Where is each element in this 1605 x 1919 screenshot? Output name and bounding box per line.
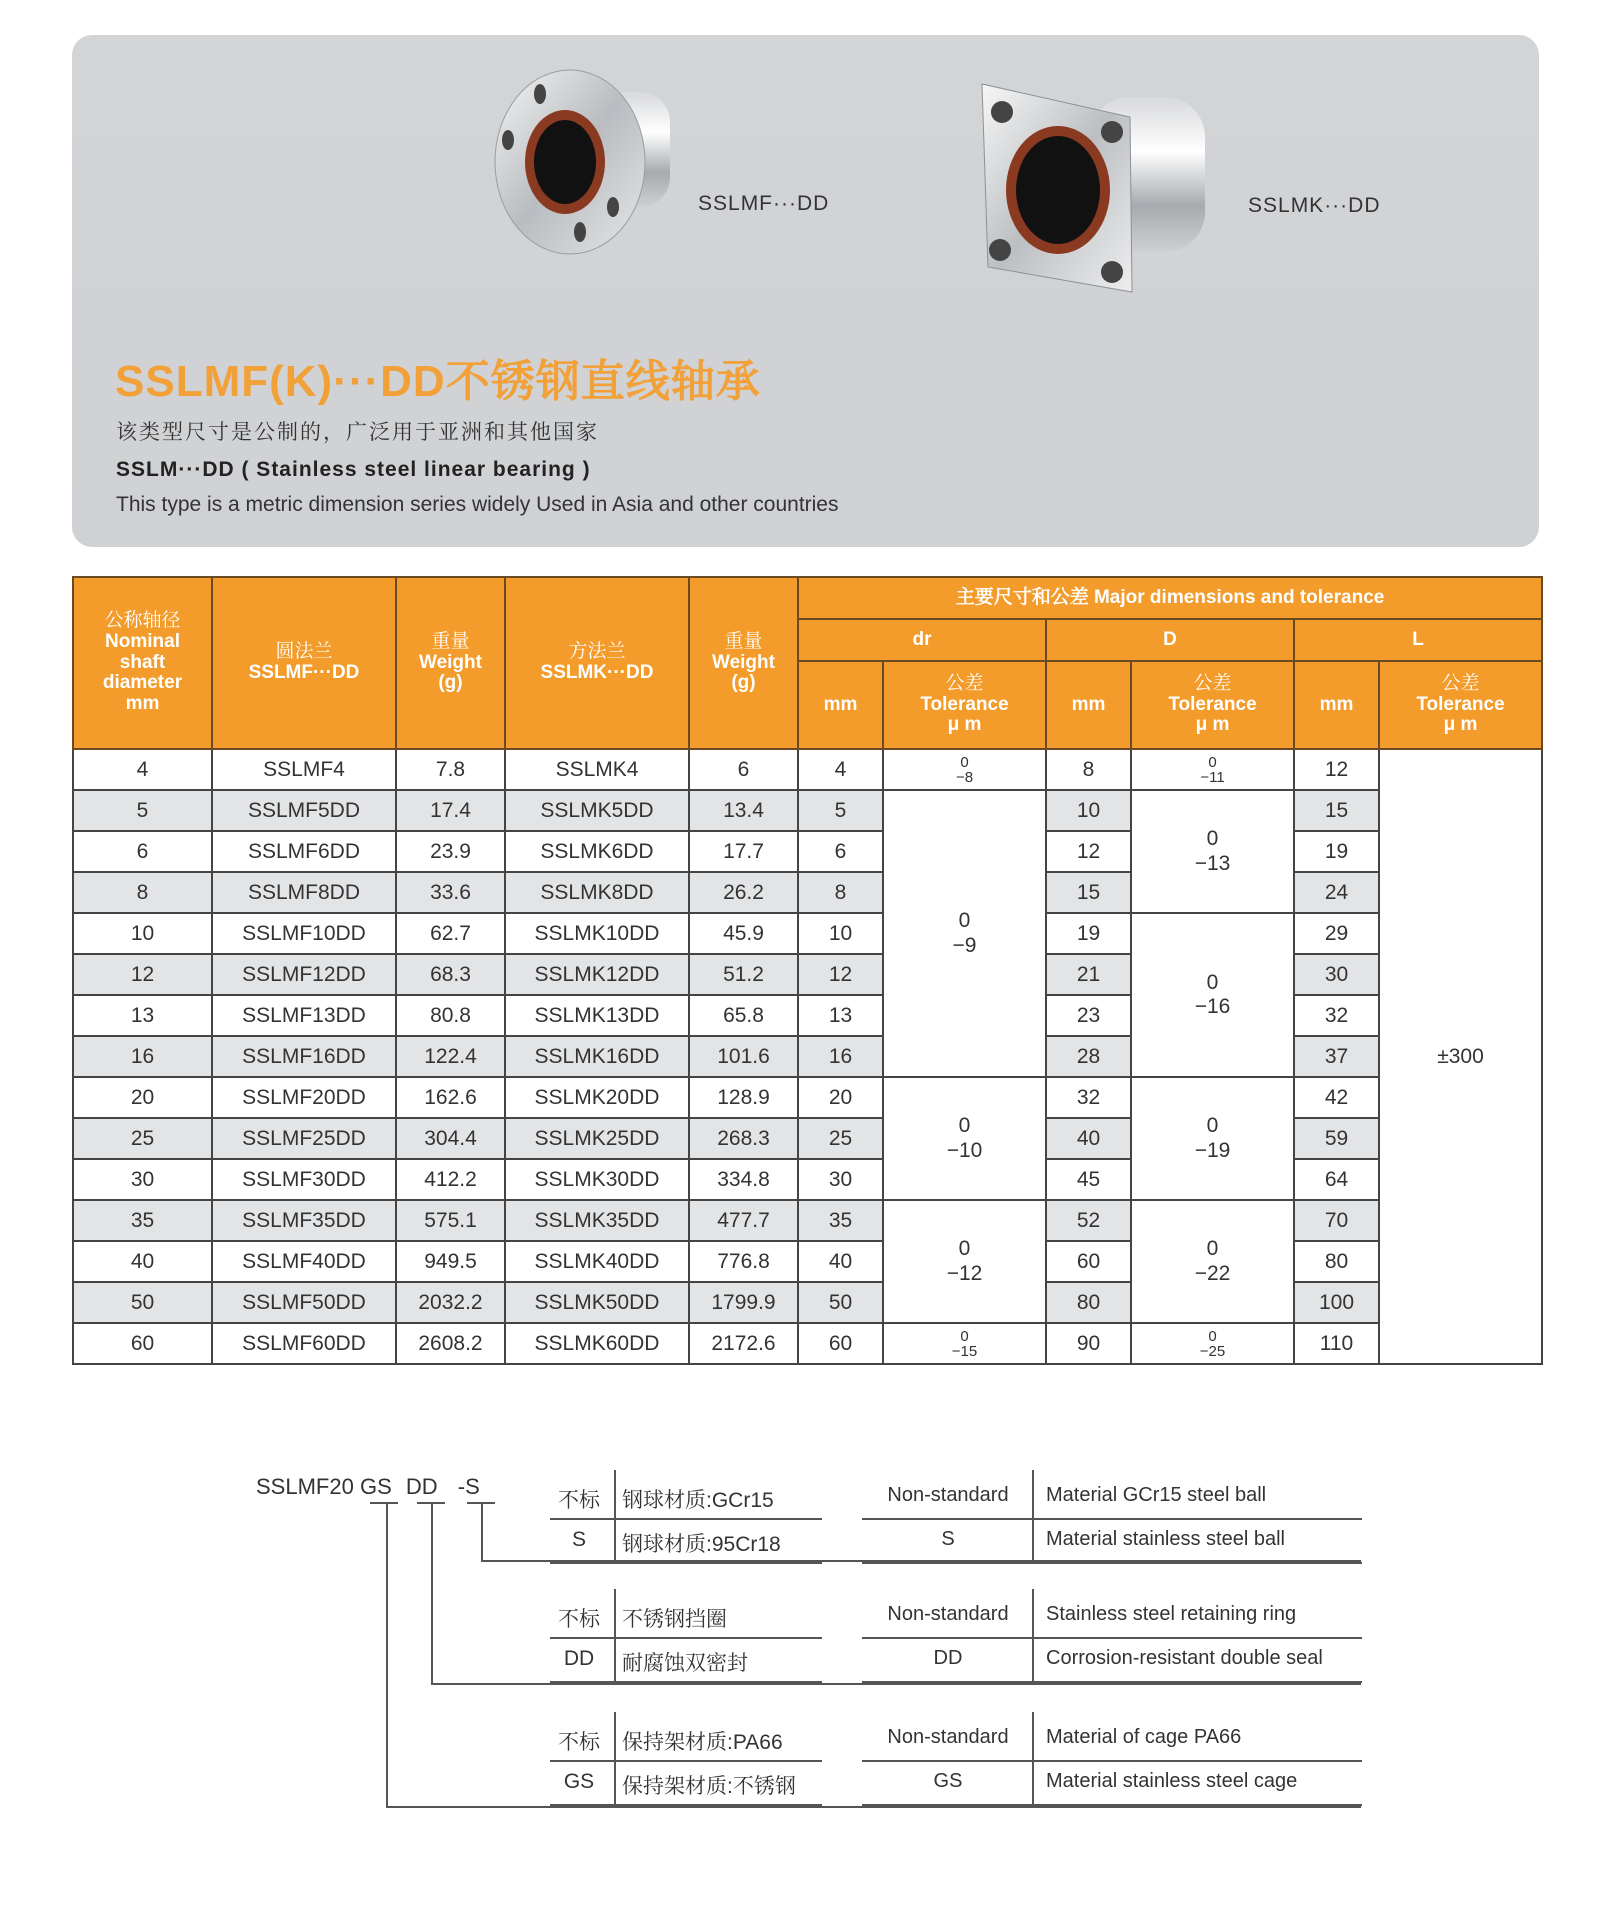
cell-D-mm: 52 (1046, 1200, 1131, 1241)
row-divider (862, 1518, 1362, 1520)
cell-round-weight: 23.9 (396, 831, 505, 872)
cell-round-model: SSLMF40DD (212, 1241, 396, 1282)
cell-dr-mm: 40 (798, 1241, 883, 1282)
cell-nominal-diameter: 35 (73, 1200, 212, 1241)
cell-L-mm: 59 (1294, 1118, 1379, 1159)
header-round-flange: 圆法兰 SSLMF···DD (212, 577, 396, 749)
code-cell: 不标 (558, 1731, 600, 1754)
cell-nominal-diameter: 12 (73, 954, 212, 995)
code-cell-en: S (941, 1528, 955, 1550)
code-cell-en: Non-standard (887, 1603, 1009, 1625)
code-cell: DD (563, 1647, 595, 1670)
header-D-mm: mm (1046, 661, 1131, 749)
cell-dr-mm: 25 (798, 1118, 883, 1159)
cell-round-weight: 949.5 (396, 1241, 505, 1282)
cell-round-model: SSLMF25DD (212, 1118, 396, 1159)
description-cn: 耐腐蚀双密封 (622, 1652, 748, 1675)
cell-square-model: SSLMK4 (505, 749, 689, 790)
table-row (73, 1241, 1542, 1282)
table-row (73, 1036, 1542, 1077)
header-D-tolerance: 公差 Tolerance μ m (1131, 661, 1294, 749)
cell-dr-mm: 50 (798, 1282, 883, 1323)
divider (1032, 1470, 1034, 1562)
cell-L-mm: 80 (1294, 1241, 1379, 1282)
subtitle-description: This type is a metric dimension series widely Used in Asia and other countries (116, 493, 839, 516)
header-dr-mm: mm (798, 661, 883, 749)
cell-square-weight: 6 (689, 749, 798, 790)
cell-dr-mm: 35 (798, 1200, 883, 1241)
table-row (73, 831, 1542, 872)
description-cn: 不锈钢挡圈 (622, 1608, 727, 1631)
cell-nominal-diameter: 30 (73, 1159, 212, 1200)
cell-round-model: SSLMF6DD (212, 831, 396, 872)
cell-D-mm: 19 (1046, 913, 1131, 954)
table-row (73, 1282, 1542, 1323)
code-cell-en: Non-standard (887, 1484, 1009, 1506)
cell-D-mm: 40 (1046, 1118, 1131, 1159)
cell-nominal-diameter: 40 (73, 1241, 212, 1282)
row-divider (862, 1760, 1362, 1762)
cell-L-mm: 70 (1294, 1200, 1379, 1241)
cell-square-model: SSLMK35DD (505, 1200, 689, 1241)
cell-D-mm: 80 (1046, 1282, 1131, 1323)
description-cn: 钢球材质:95Cr18 (622, 1533, 781, 1556)
code-cell: S (571, 1528, 586, 1551)
cell-square-weight: 128.9 (689, 1077, 798, 1118)
cell-square-model: SSLMK8DD (505, 872, 689, 913)
cell-L-mm: 64 (1294, 1159, 1379, 1200)
cell-L-mm: 37 (1294, 1036, 1379, 1077)
cell-L-mm: 12 (1294, 749, 1379, 790)
cell-square-weight: 26.2 (689, 872, 798, 913)
header-dr: dr (798, 619, 1046, 661)
header-L: L (1294, 619, 1542, 661)
cell-square-weight: 17.7 (689, 831, 798, 872)
cell-square-model: SSLMK6DD (505, 831, 689, 872)
cell-round-model: SSLMF16DD (212, 1036, 396, 1077)
cell-round-model: SSLMF4 (212, 749, 396, 790)
cell-dr-tolerance: 0 −8 (883, 749, 1046, 790)
cell-L-mm: 19 (1294, 831, 1379, 872)
cell-square-model: SSLMK30DD (505, 1159, 689, 1200)
cell-round-model: SSLMF50DD (212, 1282, 396, 1323)
cell-D-mm: 45 (1046, 1159, 1131, 1200)
cell-round-weight: 122.4 (396, 1036, 505, 1077)
row-divider (550, 1804, 822, 1806)
cell-D-tolerance: 0 −22 (1131, 1200, 1294, 1323)
cell-dr-mm: 16 (798, 1036, 883, 1077)
table-row (73, 872, 1542, 913)
table-row (73, 790, 1542, 831)
cell-D-mm: 12 (1046, 831, 1131, 872)
cell-round-weight: 62.7 (396, 913, 505, 954)
row-divider (862, 1637, 1362, 1639)
table-row (73, 995, 1542, 1036)
cell-round-model: SSLMF30DD (212, 1159, 396, 1200)
description-en: Material stainless steel cage (1046, 1770, 1298, 1792)
row-divider (550, 1518, 822, 1520)
cell-round-weight: 2608.2 (396, 1323, 505, 1364)
code-part-s: -S (457, 1474, 480, 1499)
cell-D-tolerance: 0 −16 (1131, 913, 1294, 1077)
cell-nominal-diameter: 20 (73, 1077, 212, 1118)
cell-round-weight: 33.6 (396, 872, 505, 913)
cell-round-model: SSLMF10DD (212, 913, 396, 954)
code-part-gs: GS (359, 1474, 392, 1499)
row-divider (550, 1681, 822, 1683)
description-cn: 保持架材质:不锈钢 (622, 1775, 796, 1798)
cell-D-mm: 23 (1046, 995, 1131, 1036)
page-title: SSLMF(K)···DD不锈钢直线轴承 (115, 357, 761, 406)
table-row (73, 1159, 1542, 1200)
cell-D-mm: 15 (1046, 872, 1131, 913)
cell-round-model: SSLMF35DD (212, 1200, 396, 1241)
cell-square-weight: 334.8 (689, 1159, 798, 1200)
cell-square-model: SSLMK5DD (505, 790, 689, 831)
cell-square-weight: 45.9 (689, 913, 798, 954)
table-row (73, 1200, 1542, 1241)
table-row (73, 954, 1542, 995)
cell-square-model: SSLMK16DD (505, 1036, 689, 1077)
cell-round-weight: 7.8 (396, 749, 505, 790)
row-divider (550, 1562, 822, 1564)
row-divider (550, 1760, 822, 1762)
cell-D-mm: 8 (1046, 749, 1131, 790)
spec-table-body (73, 749, 1542, 1364)
cell-dr-mm: 6 (798, 831, 883, 872)
cell-round-weight: 68.3 (396, 954, 505, 995)
cell-D-mm: 10 (1046, 790, 1131, 831)
cell-nominal-diameter: 10 (73, 913, 212, 954)
spec-table (72, 576, 1543, 1365)
description-cn: 钢球材质:GCr15 (622, 1489, 774, 1512)
cell-round-model: SSLMF8DD (212, 872, 396, 913)
cell-square-weight: 477.7 (689, 1200, 798, 1241)
cell-square-model: SSLMK13DD (505, 995, 689, 1036)
header-square-flange: 方法兰 SSLMK···DD (505, 577, 689, 749)
header-major-dimensions: 主要尺寸和公差 Major dimensions and tolerance (798, 577, 1542, 619)
code-example: SSLMF20 GS DD -S (256, 1474, 480, 1499)
subtitle-product: SSLM···DD ( Stainless steel linear bearing ) (116, 458, 591, 481)
cell-round-model: SSLMF12DD (212, 954, 396, 995)
divider (614, 1470, 616, 1562)
cell-nominal-diameter: 60 (73, 1323, 212, 1364)
cell-square-model: SSLMK25DD (505, 1118, 689, 1159)
cell-nominal-diameter: 5 (73, 790, 212, 831)
cell-D-mm: 60 (1046, 1241, 1131, 1282)
cell-dr-mm: 60 (798, 1323, 883, 1364)
cell-nominal-diameter: 16 (73, 1036, 212, 1077)
cell-D-mm: 90 (1046, 1323, 1131, 1364)
cell-L-mm: 42 (1294, 1077, 1379, 1118)
cell-L-mm: 110 (1294, 1323, 1379, 1364)
table-row (73, 749, 1542, 790)
code-cell-en: GS (933, 1770, 963, 1792)
divider (1032, 1712, 1034, 1804)
cell-square-weight: 65.8 (689, 995, 798, 1036)
cell-square-model: SSLMK40DD (505, 1241, 689, 1282)
cell-L-mm: 24 (1294, 872, 1379, 913)
cell-dr-mm: 4 (798, 749, 883, 790)
cell-D-tolerance: 0 −13 (1131, 790, 1294, 913)
cell-round-model: SSLMF60DD (212, 1323, 396, 1364)
cell-D-mm: 32 (1046, 1077, 1131, 1118)
description-en: Corrosion-resistant double seal (1046, 1647, 1323, 1669)
cell-L-mm: 30 (1294, 954, 1379, 995)
divider (1032, 1589, 1034, 1681)
round-flange-bearing-image (480, 62, 700, 262)
header-D: D (1046, 619, 1294, 661)
cell-square-model: SSLMK50DD (505, 1282, 689, 1323)
cell-nominal-diameter: 8 (73, 872, 212, 913)
cell-square-model: SSLMK20DD (505, 1077, 689, 1118)
cell-square-weight: 268.3 (689, 1118, 798, 1159)
cell-nominal-diameter: 25 (73, 1118, 212, 1159)
cell-dr-mm: 13 (798, 995, 883, 1036)
cell-L-mm: 100 (1294, 1282, 1379, 1323)
code-cell: 不标 (558, 1489, 600, 1512)
cell-dr-tolerance: 0 −12 (883, 1200, 1046, 1323)
cell-nominal-diameter: 50 (73, 1282, 212, 1323)
cell-square-model: SSLMK12DD (505, 954, 689, 995)
row-divider (862, 1562, 1362, 1564)
row-divider (862, 1804, 1362, 1806)
header-weight-square: 重量 Weight (g) (689, 577, 798, 749)
cell-dr-mm: 10 (798, 913, 883, 954)
description-en: Material of cage PA66 (1046, 1726, 1242, 1748)
description-en: Stainless steel retaining ring (1046, 1603, 1297, 1625)
cell-round-weight: 80.8 (396, 995, 505, 1036)
cell-round-model: SSLMF13DD (212, 995, 396, 1036)
cell-L-mm: 32 (1294, 995, 1379, 1036)
header-L-tolerance: 公差 Tolerance μ m (1379, 661, 1542, 749)
divider (614, 1712, 616, 1804)
cell-round-weight: 304.4 (396, 1118, 505, 1159)
cell-nominal-diameter: 4 (73, 749, 212, 790)
cell-round-weight: 412.2 (396, 1159, 505, 1200)
cell-nominal-diameter: 13 (73, 995, 212, 1036)
cell-D-tolerance: 0 −11 (1131, 749, 1294, 790)
subtitle-chinese: 该类型尺寸是公制的，广泛用于亚洲和其他国家 (116, 421, 599, 444)
cell-round-weight: 17.4 (396, 790, 505, 831)
code-cell-en: DD (933, 1647, 963, 1669)
cell-square-weight: 2172.6 (689, 1323, 798, 1364)
code-cell: 不标 (558, 1608, 600, 1631)
square-flange-bearing-image (970, 72, 1220, 297)
cell-dr-mm: 5 (798, 790, 883, 831)
cell-dr-tolerance: 0 −15 (883, 1323, 1046, 1364)
cell-round-model: SSLMF5DD (212, 790, 396, 831)
header-L-mm: mm (1294, 661, 1379, 749)
cell-square-model: SSLMK60DD (505, 1323, 689, 1364)
code-part-dd: DD (405, 1474, 438, 1499)
square-flange-label: SSLMK···DD (1248, 194, 1381, 217)
cell-nominal-diameter: 6 (73, 831, 212, 872)
cell-dr-mm: 20 (798, 1077, 883, 1118)
cell-L-tolerance: ±300 (1379, 749, 1542, 1364)
row-divider (550, 1637, 822, 1639)
divider (614, 1589, 616, 1681)
cell-D-tolerance: 0 −19 (1131, 1077, 1294, 1200)
cell-square-model: SSLMK10DD (505, 913, 689, 954)
description-en: Material GCr15 steel ball (1046, 1484, 1267, 1506)
cell-D-mm: 28 (1046, 1036, 1131, 1077)
table-row (73, 1118, 1542, 1159)
cell-square-weight: 101.6 (689, 1036, 798, 1077)
cell-D-tolerance: 0 −25 (1131, 1323, 1294, 1364)
table-row (73, 1077, 1542, 1118)
cell-dr-tolerance: 0 −10 (883, 1077, 1046, 1200)
cell-round-weight: 575.1 (396, 1200, 505, 1241)
header-dr-tolerance: 公差 Tolerance μ m (883, 661, 1046, 749)
cell-round-model: SSLMF20DD (212, 1077, 396, 1118)
cell-round-weight: 2032.2 (396, 1282, 505, 1323)
code-cell-en: Non-standard (887, 1726, 1009, 1748)
cell-dr-mm: 8 (798, 872, 883, 913)
header-weight-round: 重量 Weight (g) (396, 577, 505, 749)
round-flange-label: SSLMF···DD (698, 192, 830, 215)
code-cell: GS (563, 1770, 595, 1793)
cell-square-weight: 51.2 (689, 954, 798, 995)
table-row (73, 913, 1542, 954)
description-en: Material stainless steel ball (1046, 1528, 1285, 1550)
cell-square-weight: 13.4 (689, 790, 798, 831)
cell-L-mm: 29 (1294, 913, 1379, 954)
cell-D-mm: 21 (1046, 954, 1131, 995)
cell-round-weight: 162.6 (396, 1077, 505, 1118)
cell-dr-mm: 30 (798, 1159, 883, 1200)
cell-dr-tolerance: 0 −9 (883, 790, 1046, 1077)
cell-square-weight: 776.8 (689, 1241, 798, 1282)
table-row (73, 1323, 1542, 1364)
cell-square-weight: 1799.9 (689, 1282, 798, 1323)
row-divider (862, 1681, 1362, 1683)
cell-L-mm: 15 (1294, 790, 1379, 831)
description-cn: 保持架材质:PA66 (622, 1731, 783, 1754)
header-nominal-diameter: 公称轴径 Nominal shaft diameter mm (73, 577, 212, 749)
cell-dr-mm: 12 (798, 954, 883, 995)
